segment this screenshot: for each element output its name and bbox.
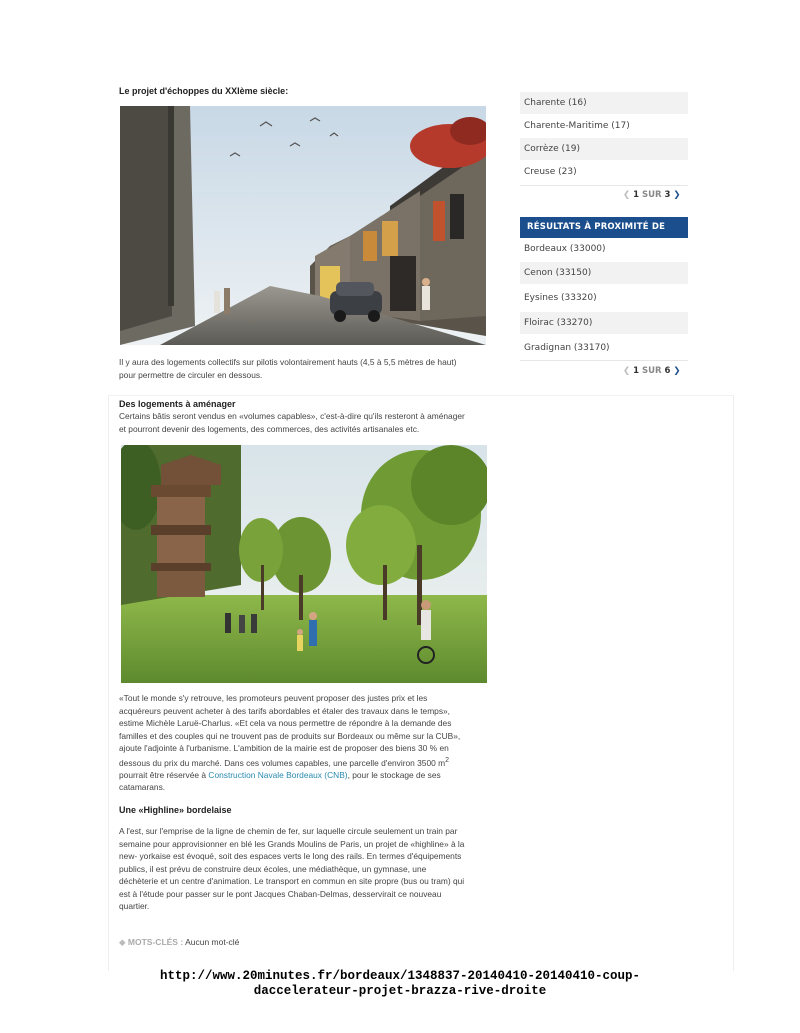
pager-current: 1 [633, 190, 640, 200]
paragraph-text: , pour le stockage de ses [347, 769, 441, 780]
paragraph-text: dessous du prix du marché. Dans ces volumes capables, une parcelle d'environ 3500 m [119, 757, 446, 768]
paragraph-line [119, 769, 509, 782]
source-url-line: daccelerateur-projet-brazza-rive-droite [253, 984, 547, 998]
sidebar-department-item[interactable]: Creuse (23) [524, 167, 577, 177]
paragraph-line: estime Michèle Laruë-Charlus. «Et cela va nous permettre de répondre à la demande des [119, 718, 452, 728]
divider [520, 360, 688, 361]
pager-separator: SUR [641, 366, 662, 376]
paragraph-line: «Tout le monde s'y retrouve, les promoteurs peuvent proposer des justes prix et les [119, 693, 428, 703]
sidebar-department-item[interactable]: Charente (16) [520, 92, 688, 114]
sidebar-department-item[interactable]: Charente-Maritime (17) [524, 121, 630, 131]
sidebar-department-item[interactable]: Corrèze (19) [520, 138, 688, 160]
paragraph-line: A l'est, sur l'emprise de la ligne de chemin de fer, sur laquelle circule seulement un train par [119, 826, 458, 836]
sidebar-nearby-item[interactable]: Bordeaux (33000) [524, 244, 606, 254]
section-title-logements: Des logements à aménager [119, 399, 236, 409]
source-url [0, 969, 800, 999]
pager-current: 1 [633, 366, 640, 376]
paragraph-line: semaine pour approvisionner en blé les Grands Moulins de Paris, un projet de «highline» à la [119, 838, 465, 849]
quote-paragraph [119, 692, 509, 794]
section2-paragraph [119, 410, 499, 435]
section-title-highline: Une «Highline» bordelaise [119, 805, 232, 815]
paragraph-line: déchèterie et un centre d'animation. Le transport en commun en site propre (bus ou tram) qui [119, 876, 465, 886]
tag-icon: ◆ [119, 937, 126, 947]
superscript: 2 [445, 756, 449, 764]
nearby-results-header: RÉSULTATS À PROXIMITÉ DE [520, 217, 688, 238]
chevron-right-icon[interactable]: ❯ [673, 190, 681, 200]
paragraph-line: quartier. [119, 901, 150, 911]
chevron-left-icon[interactable]: ❮ [623, 366, 631, 376]
paragraph-line: Certains bâtis seront vendus en «volumes capables», c'est-à-dire qu'ils resteront à aménager [119, 411, 465, 421]
paragraph-line: publics, il est prévu de construire deux écoles, une médiathèque, un gymnase, une [119, 863, 427, 874]
tags-row [119, 937, 239, 948]
caption-line: Il y aura des logements collectifs sur pilotis volontairement hauts (4,5 à 5,5 mètres de haut) [119, 357, 457, 367]
chevron-left-icon[interactable]: ❮ [623, 190, 631, 200]
sidebar-nearby-item[interactable]: Eysines (33320) [524, 293, 597, 303]
paragraph-line: new- yorkaise est évoqué, soit des espaces verts le long des rails. En termes d'équipements [119, 851, 462, 861]
sidebar-nearby-item[interactable]: Cenon (33150) [520, 262, 688, 284]
departments-pager [623, 190, 681, 200]
tags-value: Aucun mot-clé [185, 937, 240, 947]
park-rendering-image [121, 445, 487, 683]
paragraph-line: acquéreurs peuvent acheter à des tarifs abordables et étaler des travaux dans le temps», [119, 705, 451, 716]
paragraph-text: pourrait être réservée à [119, 769, 209, 780]
paragraph-line [119, 755, 509, 769]
caption-pilotis [119, 356, 499, 381]
divider [520, 185, 688, 186]
street-rendering-image [120, 106, 486, 345]
pager-total: 6 [664, 366, 671, 376]
nearby-pager [623, 366, 681, 376]
paragraph-line: et pourront devenir des logements, des commerces, des activités artisanales etc. [119, 423, 420, 434]
paragraph-line: catamarans. [119, 782, 166, 793]
paragraph-line: est à l'étude pour passer sur le pont Jacques Chaban-Delmas, desservirait ce nouveau [119, 888, 442, 899]
pager-separator: SUR [641, 190, 662, 200]
tags-label: MOTS-CLÉS : [127, 937, 184, 947]
highline-paragraph [119, 825, 509, 913]
sidebar-nearby-item[interactable]: Gradignan (33170) [524, 343, 610, 353]
paragraph-line: familles et des couples qui ne trouvent pas de produits sur Bordeaux ou même sur la CUB», [119, 730, 461, 741]
chevron-right-icon[interactable]: ❯ [673, 366, 681, 376]
pager-total: 3 [664, 190, 671, 200]
paragraph-line: ajoute l'adjointe à l'urbanisme. L'ambition de la mairie est de proposer des biens 30 % en [119, 743, 449, 753]
section-title-echoppes: Le projet d'échoppes du XXIème siècle: [119, 86, 289, 96]
sidebar-nearby-item[interactable]: Floirac (33270) [520, 312, 688, 334]
cnb-link[interactable]: Construction Navale Bordeaux (CNB) [208, 769, 348, 780]
caption-line: pour permettre de circuler en dessous. [119, 369, 263, 380]
source-url-line: http://www.20minutes.fr/bordeaux/1348837-20140410-20140410-coup- [159, 969, 641, 983]
